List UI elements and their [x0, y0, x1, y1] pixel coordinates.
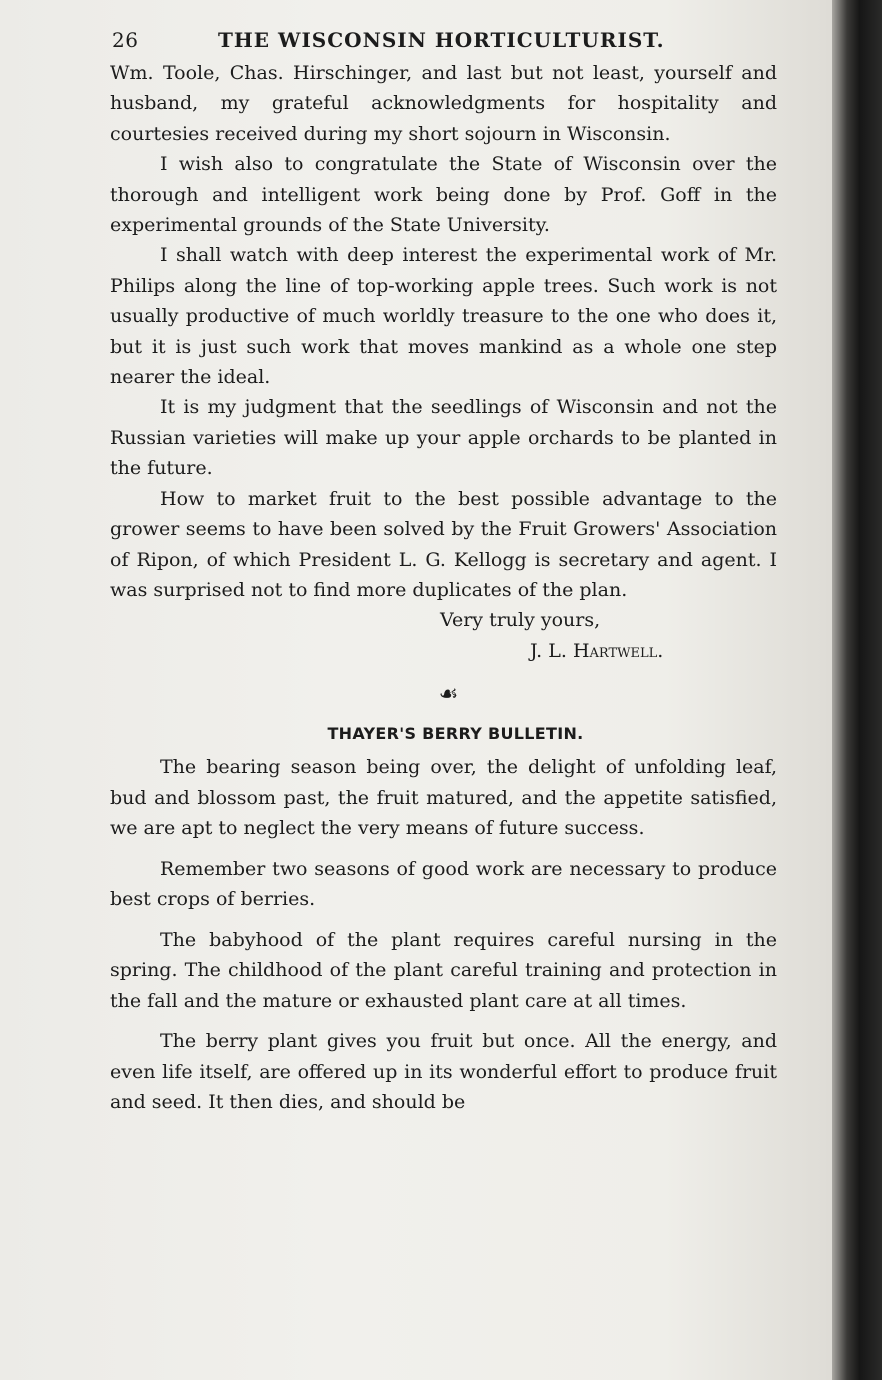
article-paragraph: The berry plant gives you fruit but once. All the energy, and even life itself, are offered up in its wonderful effort to produce fruit and seed. It then dies, and should be: [110, 1030, 777, 1114]
running-head: [110, 22, 777, 58]
letter-signature: [110, 636, 777, 666]
journal-title: THE WISCONSIN HORTICULTURIST.: [218, 28, 665, 52]
letter-paragraph: How to market fruit to the best possible advantage to the grower seems to have been solved by the Fruit Growers' Association of Ripon, of which President L. G. Kellogg is secretary and agent. I was surprised not to find more duplicates of the plan.: [110, 487, 777, 601]
page-content: [110, 22, 777, 1118]
article-body: [110, 752, 777, 1118]
letter-paragraph: Wm. Toole, Chas. Hirschinger, and last but not least, yourself and husband, my grateful acknowledgments for hospitality and courtesies received during my short sojourn in Wisconsin.: [110, 62, 777, 145]
letter-paragraph: I shall watch with deep interest the experimental work of Mr. Philips along the line of top-working apple trees. Such work is not usually productive of much worldly treasure to the one who does it, but it is just such work that moves mankind as a whole one step nearer the ideal.: [110, 244, 777, 389]
letter-signoff: [110, 605, 777, 666]
fleuron-ornament-icon: ☙: [438, 682, 459, 708]
article-paragraph: Remember two seasons of good work are necessary to produce best crops of berries.: [110, 857, 777, 911]
signature-surname: Hartwell.: [572, 639, 664, 662]
signature-initials: J. L.: [530, 639, 567, 662]
letter-closing: Very truly yours,: [440, 609, 601, 632]
letter-paragraph: It is my judgment that the seedlings of Wisconsin and not the Russian varieties will make up your apple orchards to be planted in the future.: [110, 396, 777, 480]
letter-body: [110, 58, 777, 605]
article-title: THAYER'S BERRY BULLETIN.: [327, 724, 584, 744]
page-number: 26: [112, 28, 139, 52]
page-binding-edge: [832, 0, 882, 1380]
letter-paragraph: I wish also to congratulate the State of Wisconsin over the thorough and intelligent work being done by Prof. Goff in the experimental grounds of the State University.: [110, 153, 777, 237]
article-paragraph: The babyhood of the plant requires careful nursing in the spring. The childhood of the plant careful training and protection in the fall and the mature or exhausted plant care at all times.: [110, 928, 777, 1012]
article-paragraph: The bearing season being over, the delight of unfolding leaf, bud and blossom past, the fruit matured, and the appetite satisfied, we are apt to neglect the very means of future success.: [110, 756, 777, 840]
